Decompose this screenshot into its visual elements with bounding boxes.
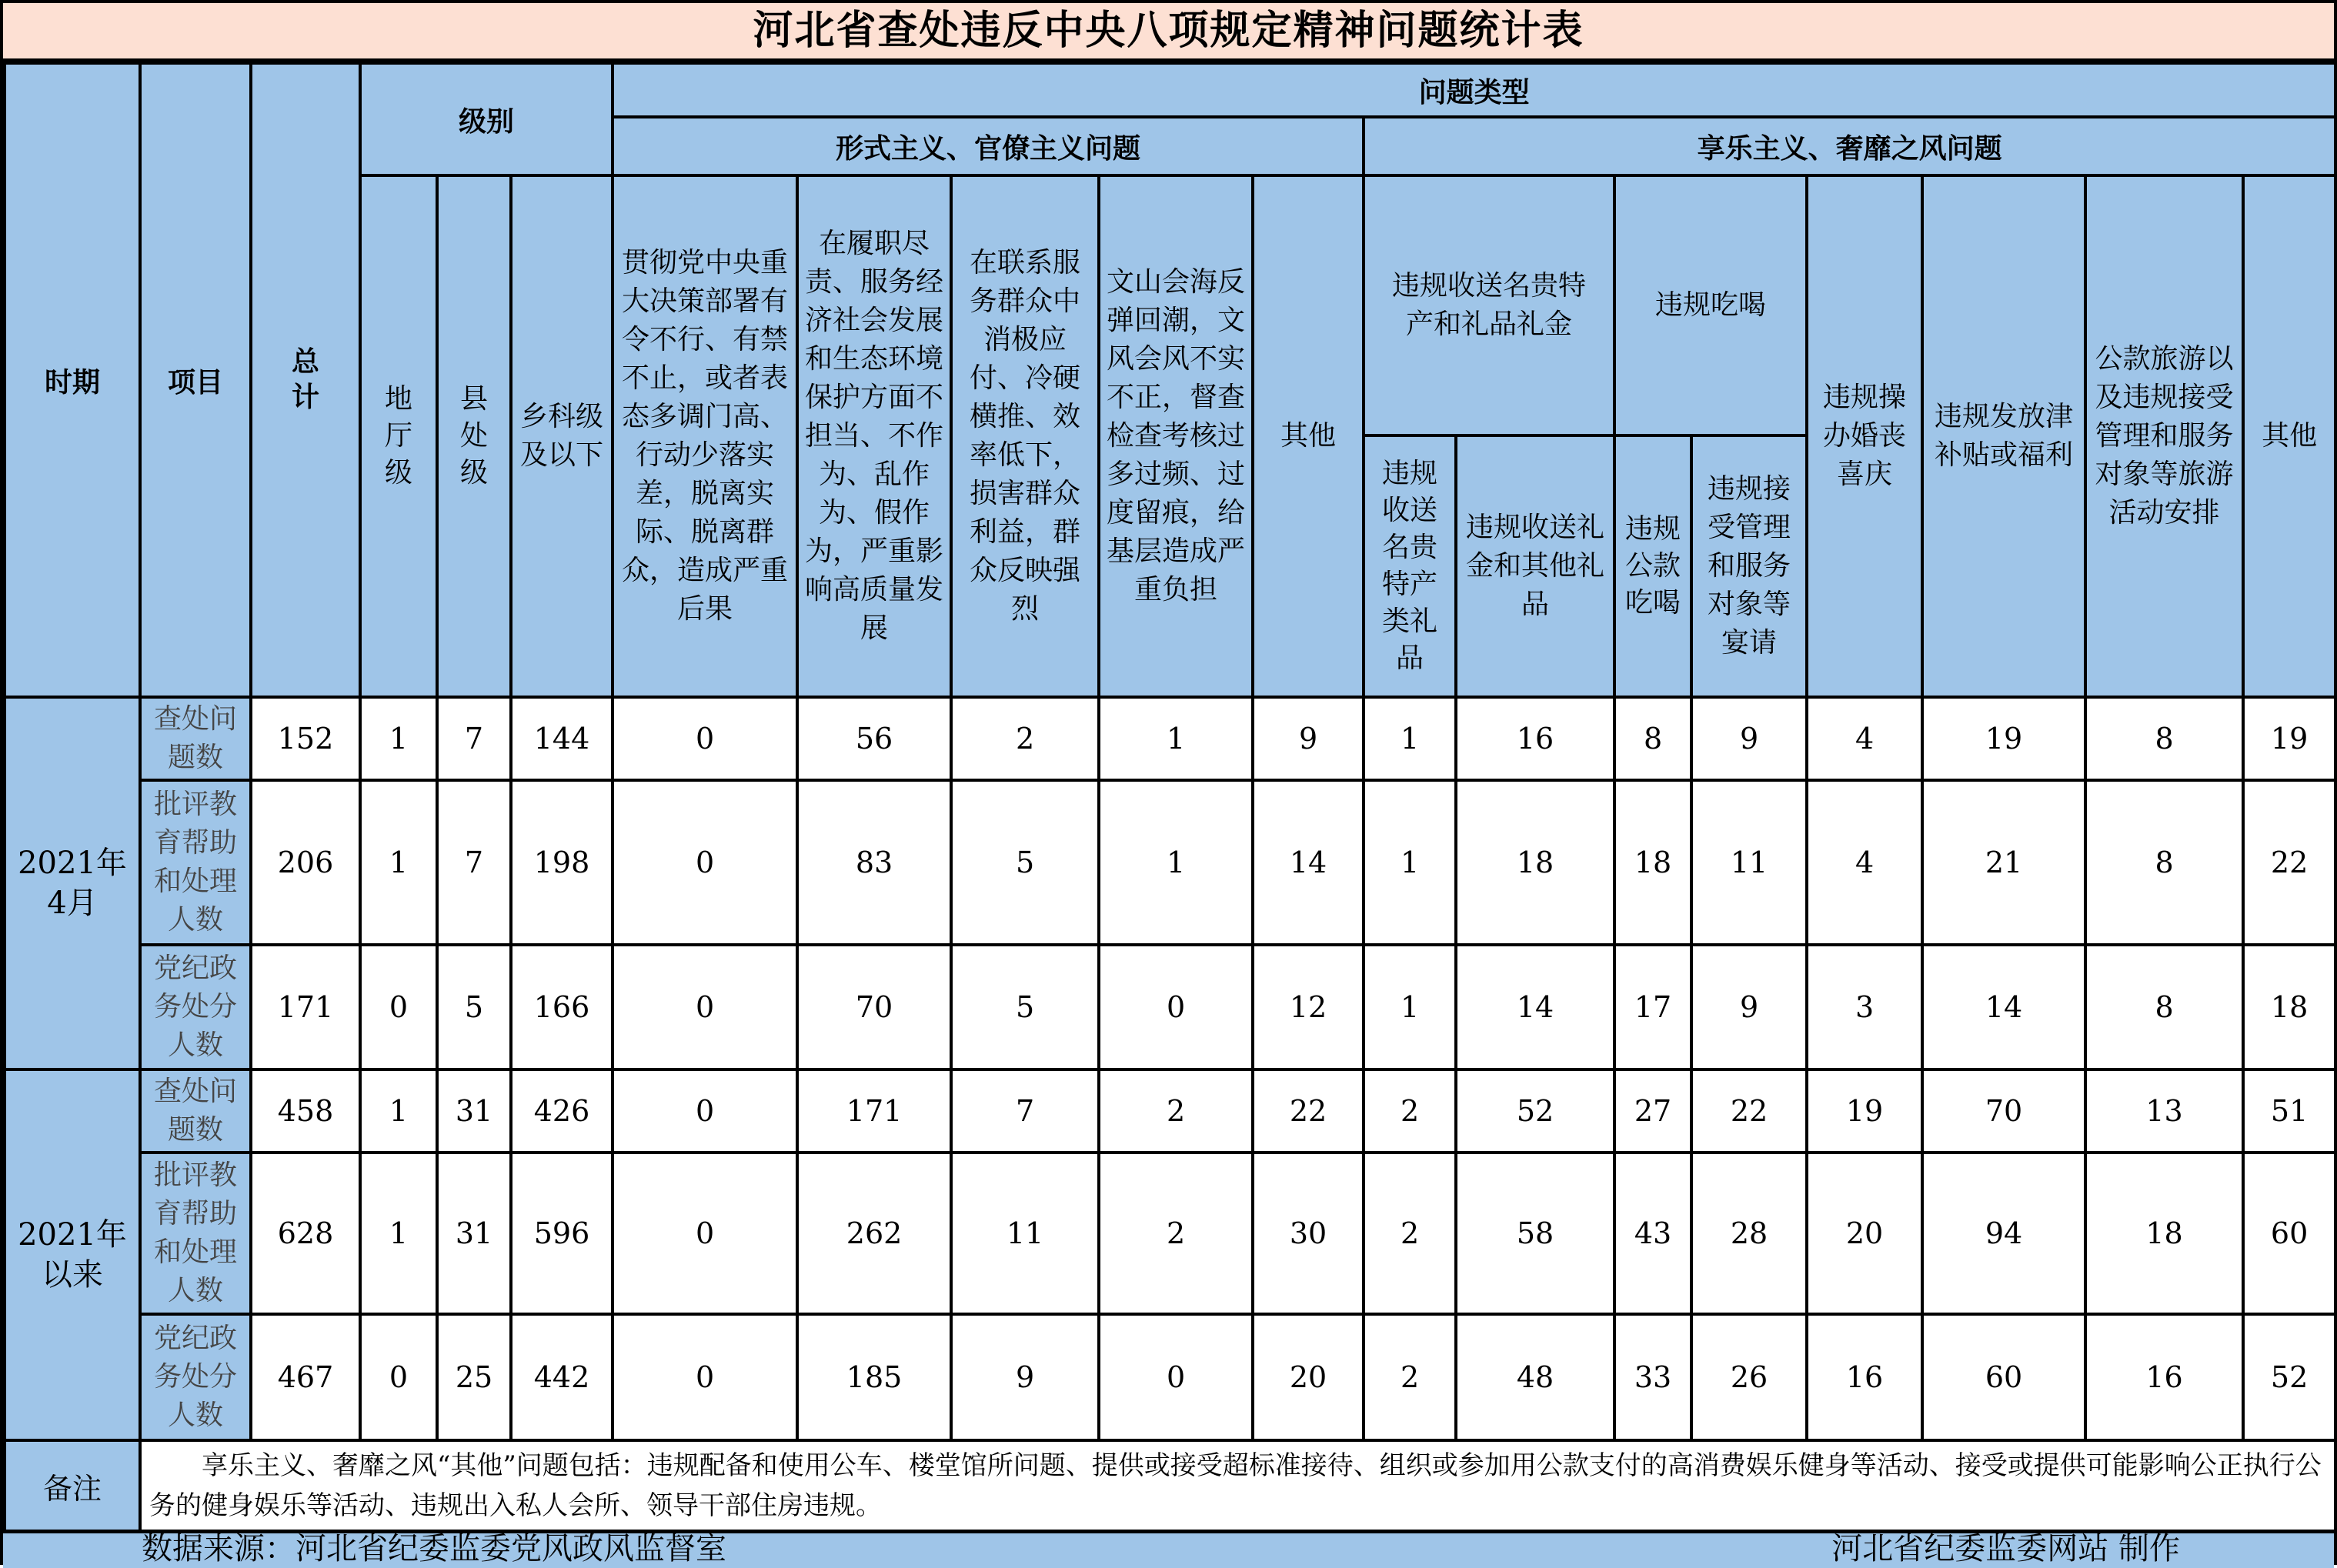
header-period: 时期 bbox=[5, 63, 140, 697]
cell-value: 171 bbox=[797, 1069, 951, 1153]
header-gift-cash: 违规收送礼金和其他礼品 bbox=[1456, 435, 1614, 697]
header-public-tourism: 公款旅游以及违规接受管理和服务对象等旅游活动安排 bbox=[2085, 175, 2243, 697]
cell-value: 60 bbox=[1922, 1314, 2085, 1440]
cell-value: 52 bbox=[1456, 1069, 1614, 1153]
cell-total: 152 bbox=[251, 697, 360, 780]
cell-value: 9 bbox=[951, 1314, 1099, 1440]
cell-value: 2 bbox=[951, 697, 1099, 780]
header-formalism-decisions: 贯彻党中央重大决策部署有令不行、有禁不止，或者表态多调门高、行动少落实差，脱离实际、脱离群众，造成严重后果 bbox=[613, 175, 797, 697]
cell-value: 56 bbox=[797, 697, 951, 780]
cell-value: 25 bbox=[437, 1314, 511, 1440]
cell-value: 26 bbox=[1691, 1314, 1807, 1440]
cell-value: 51 bbox=[2243, 1069, 2335, 1153]
cell-value: 48 bbox=[1456, 1314, 1614, 1440]
cell-value: 22 bbox=[2243, 780, 2335, 945]
cell-value: 0 bbox=[360, 945, 437, 1069]
header-level: 级别 bbox=[360, 63, 613, 175]
cell-value: 70 bbox=[797, 945, 951, 1069]
cell-total: 458 bbox=[251, 1069, 360, 1153]
table-title: 河北省查处违反中央八项规定精神问题统计表 bbox=[3, 3, 2334, 62]
cell-value: 13 bbox=[2085, 1069, 2243, 1153]
cell-value: 0 bbox=[360, 1314, 437, 1440]
cell-value: 0 bbox=[1099, 945, 1253, 1069]
header-level-township: 乡科级及以下 bbox=[511, 175, 613, 697]
cell-value: 1 bbox=[1364, 697, 1456, 780]
row-item-label: 党纪政务处分人数 bbox=[140, 945, 251, 1069]
header-dining-banquets: 违规接受管理和服务对象等宴请 bbox=[1691, 435, 1807, 697]
cell-value: 30 bbox=[1253, 1153, 1364, 1314]
cell-value: 8 bbox=[2085, 697, 2243, 780]
header-level-prefecture: 地厅级 bbox=[360, 175, 437, 697]
cell-value: 18 bbox=[2243, 945, 2335, 1069]
cell-value: 20 bbox=[1253, 1314, 1364, 1440]
cell-value: 12 bbox=[1253, 945, 1364, 1069]
cell-total: 206 bbox=[251, 780, 360, 945]
cell-value: 70 bbox=[1922, 1069, 2085, 1153]
header-weddings-funerals: 违规操办婚丧喜庆 bbox=[1807, 175, 1922, 697]
row-item-label: 批评教育帮助和处理人数 bbox=[140, 1153, 251, 1314]
cell-value: 18 bbox=[2085, 1153, 2243, 1314]
cell-value: 22 bbox=[1691, 1069, 1807, 1153]
header-dining-group: 违规吃喝 bbox=[1614, 175, 1807, 435]
cell-value: 5 bbox=[951, 945, 1099, 1069]
cell-value: 1 bbox=[360, 697, 437, 780]
cell-value: 5 bbox=[437, 945, 511, 1069]
cell-value: 18 bbox=[1614, 780, 1691, 945]
cell-value: 0 bbox=[613, 1153, 797, 1314]
period-label: 2021年以来 bbox=[5, 1069, 140, 1440]
cell-value: 185 bbox=[797, 1314, 951, 1440]
cell-value: 198 bbox=[511, 780, 613, 945]
cell-total: 628 bbox=[251, 1153, 360, 1314]
cell-value: 16 bbox=[1456, 697, 1614, 780]
cell-value: 5 bbox=[951, 780, 1099, 945]
header-level-county: 县处级 bbox=[437, 175, 511, 697]
cell-value: 1 bbox=[1364, 780, 1456, 945]
cell-value: 2 bbox=[1099, 1069, 1253, 1153]
cell-value: 2 bbox=[1364, 1153, 1456, 1314]
cell-value: 8 bbox=[2085, 780, 2243, 945]
cell-value: 3 bbox=[1807, 945, 1922, 1069]
cell-value: 0 bbox=[613, 1069, 797, 1153]
cell-value: 14 bbox=[1922, 945, 2085, 1069]
cell-value: 0 bbox=[613, 945, 797, 1069]
cell-value: 1 bbox=[1364, 945, 1456, 1069]
period-label: 2021年4月 bbox=[5, 697, 140, 1069]
statistics-table bbox=[3, 62, 2337, 1533]
cell-value: 2 bbox=[1364, 1069, 1456, 1153]
cell-value: 144 bbox=[511, 697, 613, 780]
maker-credit: 河北省纪委监委网站 制作 bbox=[1831, 1531, 2180, 1566]
cell-value: 7 bbox=[437, 697, 511, 780]
header-formalism-other: 其他 bbox=[1253, 175, 1364, 697]
header-formalism-meetings: 文山会海反弹回潮，文风会风不实不正，督查检查考核过多过频、过度留痕，给基层造成严重负担 bbox=[1099, 175, 1253, 697]
cell-value: 1 bbox=[360, 1069, 437, 1153]
cell-value: 2 bbox=[1099, 1153, 1253, 1314]
cell-total: 171 bbox=[251, 945, 360, 1069]
cell-value: 31 bbox=[437, 1153, 511, 1314]
cell-value: 9 bbox=[1691, 697, 1807, 780]
table-row bbox=[5, 1153, 2335, 1314]
cell-value: 4 bbox=[1807, 697, 1922, 780]
cell-value: 8 bbox=[2085, 945, 2243, 1069]
cell-value: 19 bbox=[1807, 1069, 1922, 1153]
cell-value: 27 bbox=[1614, 1069, 1691, 1153]
cell-value: 43 bbox=[1614, 1153, 1691, 1314]
cell-value: 9 bbox=[1691, 945, 1807, 1069]
header-gift-group: 违规收送名贵特产和礼品礼金 bbox=[1364, 175, 1614, 435]
cell-value: 596 bbox=[511, 1153, 613, 1314]
cell-value: 58 bbox=[1456, 1153, 1614, 1314]
table-row bbox=[5, 697, 2335, 780]
table-row bbox=[5, 1069, 2335, 1153]
header-dining-public-funds: 违规公款吃喝 bbox=[1614, 435, 1691, 697]
cell-value: 16 bbox=[2085, 1314, 2243, 1440]
cell-value: 0 bbox=[613, 697, 797, 780]
cell-value: 19 bbox=[2243, 697, 2335, 780]
cell-value: 7 bbox=[951, 1069, 1099, 1153]
cell-value: 166 bbox=[511, 945, 613, 1069]
cell-value: 28 bbox=[1691, 1153, 1807, 1314]
cell-value: 19 bbox=[1922, 697, 2085, 780]
header-hedonism-other: 其他 bbox=[2243, 175, 2335, 697]
cell-value: 14 bbox=[1456, 945, 1614, 1069]
cell-value: 2 bbox=[1364, 1314, 1456, 1440]
cell-value: 1 bbox=[1099, 780, 1253, 945]
cell-value: 1 bbox=[1099, 697, 1253, 780]
cell-value: 17 bbox=[1614, 945, 1691, 1069]
row-item-label: 查处问题数 bbox=[140, 1069, 251, 1153]
table-row bbox=[5, 1314, 2335, 1440]
cell-value: 0 bbox=[613, 780, 797, 945]
header-problem-type: 问题类型 bbox=[613, 63, 2335, 117]
row-item-label: 查处问题数 bbox=[140, 697, 251, 780]
cell-value: 0 bbox=[613, 1314, 797, 1440]
cell-total: 467 bbox=[251, 1314, 360, 1440]
cell-value: 0 bbox=[1099, 1314, 1253, 1440]
cell-value: 1 bbox=[360, 1153, 437, 1314]
note-text: 享乐主义、奢靡之风“其他”问题包括：违规配备和使用公车、楼堂馆所问题、提供或接受超标准接待、组织或参加用公款支付的高消费娱乐健身等活动、接受或提供可能影响公正执行公务的健身娱乐等活动、违规出入私人会所、领导干部住房违规。 bbox=[140, 1440, 2335, 1531]
cell-value: 52 bbox=[2243, 1314, 2335, 1440]
header-gift-specialty: 违规收送名贵特产类礼品 bbox=[1364, 435, 1456, 697]
cell-value: 14 bbox=[1253, 780, 1364, 945]
data-source: 数据来源：河北省纪委监委党风政风监督室 bbox=[142, 1531, 726, 1566]
cell-value: 83 bbox=[797, 780, 951, 945]
cell-value: 22 bbox=[1253, 1069, 1364, 1153]
header-formalism-masses: 在联系服务群众中消极应付、冷硬横推、效率低下，损害群众利益，群众反映强烈 bbox=[951, 175, 1099, 697]
header-item: 项目 bbox=[140, 63, 251, 697]
footer bbox=[3, 1530, 2334, 1568]
cell-value: 11 bbox=[951, 1153, 1099, 1314]
table-row bbox=[5, 945, 2335, 1069]
cell-value: 18 bbox=[1456, 780, 1614, 945]
cell-value: 21 bbox=[1922, 780, 2085, 945]
cell-value: 426 bbox=[511, 1069, 613, 1153]
cell-value: 16 bbox=[1807, 1314, 1922, 1440]
cell-value: 7 bbox=[437, 780, 511, 945]
header-subsidies: 违规发放津补贴或福利 bbox=[1922, 175, 2085, 697]
header-formalism-duties: 在履职尽责、服务经济社会发展和生态环境保护方面不担当、不作为、乱作为、假作为，严重影响高质量发展 bbox=[797, 175, 951, 697]
cell-value: 262 bbox=[797, 1153, 951, 1314]
cell-value: 11 bbox=[1691, 780, 1807, 945]
row-item-label: 党纪政务处分人数 bbox=[140, 1314, 251, 1440]
table-row bbox=[5, 780, 2335, 945]
cell-value: 8 bbox=[1614, 697, 1691, 780]
row-item-label: 批评教育帮助和处理人数 bbox=[140, 780, 251, 945]
cell-value: 31 bbox=[437, 1069, 511, 1153]
cell-value: 1 bbox=[360, 780, 437, 945]
note-label: 备注 bbox=[5, 1440, 140, 1531]
cell-value: 33 bbox=[1614, 1314, 1691, 1440]
cell-value: 60 bbox=[2243, 1153, 2335, 1314]
cell-value: 94 bbox=[1922, 1153, 2085, 1314]
header-formalism: 形式主义、官僚主义问题 bbox=[613, 117, 1364, 175]
cell-value: 4 bbox=[1807, 780, 1922, 945]
header-total: 总计 bbox=[251, 63, 360, 697]
cell-value: 20 bbox=[1807, 1153, 1922, 1314]
cell-value: 442 bbox=[511, 1314, 613, 1440]
cell-value: 9 bbox=[1253, 697, 1364, 780]
header-hedonism: 享乐主义、奢靡之风问题 bbox=[1364, 117, 2335, 175]
